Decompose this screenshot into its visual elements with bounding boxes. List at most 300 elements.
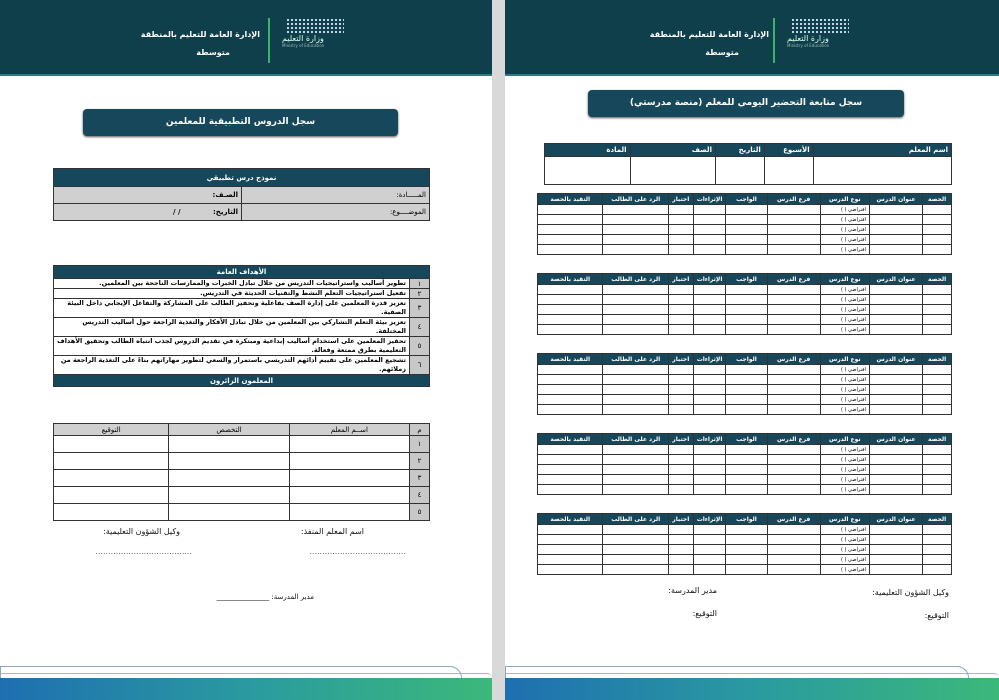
lesson-cell[interactable] [668, 395, 693, 405]
lesson-cell[interactable] [538, 365, 603, 375]
lesson-cell[interactable] [923, 295, 952, 305]
row-number: ١ [410, 436, 430, 453]
info-cell[interactable] [715, 157, 764, 185]
lesson-cell[interactable] [767, 305, 820, 315]
info-col-header: الأسبوع [764, 144, 813, 157]
lesson-cell[interactable] [869, 225, 922, 235]
lesson-cell[interactable] [603, 365, 668, 375]
lesson-cell[interactable] [603, 315, 668, 325]
lesson-cell[interactable] [668, 235, 693, 245]
specialty-cell[interactable] [169, 436, 289, 453]
lesson-cell[interactable] [538, 225, 603, 235]
lesson-cell[interactable] [538, 485, 603, 495]
lesson-cell[interactable] [693, 395, 726, 405]
lesson-cell[interactable] [923, 525, 952, 535]
lesson-cell[interactable] [869, 405, 922, 415]
lesson-cell[interactable] [693, 215, 726, 225]
lesson-cell[interactable] [767, 485, 820, 495]
lesson-cell[interactable] [767, 215, 820, 225]
lesson-cell[interactable] [767, 545, 820, 555]
lesson-cell[interactable] [869, 305, 922, 315]
lesson-cell[interactable] [538, 315, 603, 325]
block-col-header: الرد على الطالب [603, 194, 668, 205]
lesson-cell[interactable] [726, 245, 767, 255]
lesson-type-cell[interactable]: افتراضي ( ) [820, 365, 869, 375]
lesson-cell[interactable] [869, 475, 922, 485]
lesson-cell[interactable] [923, 245, 952, 255]
lesson-cell[interactable] [693, 375, 726, 385]
lesson-cell[interactable] [923, 375, 952, 385]
lesson-cell[interactable] [767, 405, 820, 415]
visitor-row [54, 436, 430, 453]
lesson-cell[interactable] [668, 535, 693, 545]
lesson-cell[interactable] [603, 235, 668, 245]
lesson-cell[interactable] [668, 465, 693, 475]
lesson-cell[interactable] [726, 535, 767, 545]
lesson-cell[interactable] [603, 325, 668, 335]
lesson-cell[interactable] [767, 375, 820, 385]
lesson-cell[interactable] [668, 225, 693, 235]
row-number: ٥ [410, 504, 430, 521]
info-cell[interactable] [813, 157, 951, 185]
block-col-header: اختبار [668, 194, 693, 205]
lesson-cell[interactable] [726, 545, 767, 555]
lesson-cell[interactable] [668, 565, 693, 575]
visitors-table [53, 423, 430, 521]
lesson-type-cell[interactable]: افتراضي ( ) [820, 315, 869, 325]
lesson-cell[interactable] [603, 215, 668, 225]
lesson-cell[interactable] [603, 555, 668, 565]
lesson-cell[interactable] [923, 385, 952, 395]
lesson-cell[interactable] [923, 545, 952, 555]
lesson-cell[interactable] [726, 205, 767, 215]
lesson-cell[interactable] [538, 555, 603, 565]
signature-cell[interactable] [54, 487, 169, 504]
specialty-cell[interactable] [169, 453, 289, 470]
lesson-cell[interactable] [923, 235, 952, 245]
lesson-cell[interactable] [693, 455, 726, 465]
lesson-cell[interactable] [767, 225, 820, 235]
lesson-row [538, 555, 952, 565]
lesson-cell[interactable] [668, 305, 693, 315]
lesson-cell[interactable] [767, 205, 820, 215]
lesson-cell[interactable] [869, 565, 922, 575]
lesson-cell[interactable] [869, 315, 922, 325]
lesson-type-cell[interactable]: افتراضي ( ) [820, 225, 869, 235]
lesson-cell[interactable] [693, 565, 726, 575]
block-col-header: الرد على الطالب [603, 434, 668, 445]
lesson-cell[interactable] [869, 455, 922, 465]
goal-number: ٥ [410, 337, 430, 356]
lesson-cell[interactable] [693, 235, 726, 245]
lesson-cell[interactable] [693, 385, 726, 395]
lesson-cell[interactable] [869, 445, 922, 455]
lesson-cell[interactable] [726, 315, 767, 325]
lesson-cell[interactable] [869, 485, 922, 495]
page-title: سجل الدروس التطبيقية للمعلمين [83, 109, 398, 136]
lesson-row [538, 225, 952, 235]
lesson-cell[interactable] [538, 405, 603, 415]
lesson-cell[interactable] [693, 485, 726, 495]
lesson-type-cell[interactable]: افتراضي ( ) [820, 205, 869, 215]
lesson-cell[interactable] [538, 305, 603, 315]
info-cell[interactable] [764, 157, 813, 185]
lesson-cell[interactable] [668, 385, 693, 395]
lesson-cell[interactable] [538, 565, 603, 575]
lesson-cell[interactable] [767, 295, 820, 305]
lesson-cell[interactable] [538, 295, 603, 305]
col-header: اســم المعلم [289, 424, 409, 436]
lesson-cell[interactable] [726, 565, 767, 575]
lesson-cell[interactable] [923, 325, 952, 335]
lesson-cell[interactable] [923, 565, 952, 575]
lesson-type-cell[interactable]: افتراضي ( ) [820, 245, 869, 255]
lesson-cell[interactable] [668, 325, 693, 335]
lesson-cell[interactable] [726, 235, 767, 245]
lesson-type-cell[interactable]: افتراضي ( ) [820, 455, 869, 465]
lesson-cell[interactable] [923, 285, 952, 295]
lesson-cell[interactable] [767, 325, 820, 335]
lesson-cell[interactable] [693, 315, 726, 325]
lesson-cell[interactable] [923, 395, 952, 405]
counselor-signature-label: وكيل الشؤون التعليمية: [103, 527, 180, 536]
lesson-cell[interactable] [869, 245, 922, 255]
lesson-type-cell[interactable]: افتراضي ( ) [820, 475, 869, 485]
date-value: / / [172, 208, 181, 216]
lesson-cell[interactable] [538, 385, 603, 395]
lesson-cell[interactable] [726, 305, 767, 315]
lesson-cell[interactable] [923, 405, 952, 415]
lesson-cell[interactable] [726, 405, 767, 415]
lesson-cell[interactable] [923, 555, 952, 565]
lesson-cell[interactable] [767, 285, 820, 295]
lesson-row [538, 465, 952, 475]
lesson-cell[interactable] [603, 385, 668, 395]
block-col-header: فرع الدرس [767, 514, 820, 525]
lesson-cell[interactable] [726, 365, 767, 375]
lesson-cell[interactable] [693, 305, 726, 315]
divider [268, 18, 270, 63]
specialty-cell[interactable] [169, 470, 289, 487]
block-col-header: التقيد بالحصة [538, 354, 603, 365]
lesson-cell[interactable] [767, 365, 820, 375]
lesson-type-cell[interactable]: افتراضي ( ) [820, 465, 869, 475]
lesson-cell[interactable] [538, 525, 603, 535]
lesson-cell[interactable] [538, 535, 603, 545]
block-col-header: التقيد بالحصة [538, 274, 603, 285]
lesson-cell[interactable] [693, 225, 726, 235]
lesson-cell[interactable] [923, 215, 952, 225]
lesson-cell[interactable] [693, 285, 726, 295]
lesson-cell[interactable] [668, 485, 693, 495]
lesson-type-cell[interactable]: افتراضي ( ) [820, 285, 869, 295]
lesson-cell[interactable] [603, 535, 668, 545]
signature-cell[interactable] [54, 436, 169, 453]
lesson-cell[interactable] [923, 475, 952, 485]
lesson-type-cell[interactable]: افتراضي ( ) [820, 555, 869, 565]
lesson-cell[interactable] [767, 235, 820, 245]
lesson-cell[interactable] [668, 245, 693, 255]
lesson-cell[interactable] [603, 285, 668, 295]
lesson-cell[interactable] [869, 375, 922, 385]
lesson-cell[interactable] [767, 465, 820, 475]
lesson-cell[interactable] [668, 405, 693, 415]
lesson-cell[interactable] [726, 465, 767, 475]
lesson-cell[interactable] [603, 475, 668, 485]
lesson-cell[interactable] [693, 465, 726, 475]
lesson-cell[interactable] [603, 245, 668, 255]
lesson-type-cell[interactable]: افتراضي ( ) [820, 215, 869, 225]
lesson-type-cell[interactable]: افتراضي ( ) [820, 525, 869, 535]
lesson-cell[interactable] [693, 535, 726, 545]
lesson-cell[interactable] [726, 325, 767, 335]
info-col-header: اسم المعلم [813, 144, 951, 157]
lesson-cell[interactable] [869, 235, 922, 245]
lesson-cell[interactable] [767, 445, 820, 455]
lesson-row [538, 285, 952, 295]
lesson-cell[interactable] [603, 485, 668, 495]
lesson-cell[interactable] [869, 215, 922, 225]
lesson-cell[interactable] [603, 525, 668, 535]
signature-cell[interactable] [54, 453, 169, 470]
lesson-cell[interactable] [869, 465, 922, 475]
lesson-block-table [537, 353, 952, 415]
lesson-cell[interactable] [668, 215, 693, 225]
ministry-logo: وزارة التعليم Ministry of Education [787, 18, 849, 48]
lesson-type-cell[interactable]: افتراضي ( ) [820, 295, 869, 305]
lesson-cell[interactable] [538, 325, 603, 335]
block-col-header: الواجب [726, 354, 767, 365]
lesson-cell[interactable] [538, 285, 603, 295]
lesson-type-cell[interactable]: افتراضي ( ) [820, 235, 869, 245]
lesson-cell[interactable] [767, 385, 820, 395]
specialty-cell[interactable] [169, 504, 289, 521]
lesson-cell[interactable] [869, 395, 922, 405]
lesson-cell[interactable] [668, 445, 693, 455]
lesson-cell[interactable] [603, 225, 668, 235]
lesson-cell[interactable] [693, 445, 726, 455]
goal-text: تحفيز المعلمين على استخدام أساليب إبداعية ومبتكرة في تقديم الدروس لجذب انتباه الطالب وتحقيق الأهداف التعليمية بطرق ممتعة وفعالة. [54, 337, 410, 356]
lesson-type-cell[interactable]: افتراضي ( ) [820, 405, 869, 415]
lesson-cell[interactable] [538, 215, 603, 225]
lesson-cell[interactable] [726, 485, 767, 495]
lesson-cell[interactable] [693, 555, 726, 565]
lesson-cell[interactable] [668, 315, 693, 325]
lesson-cell[interactable] [767, 315, 820, 325]
lesson-cell[interactable] [923, 315, 952, 325]
lesson-cell[interactable] [869, 205, 922, 215]
page-header [505, 0, 999, 76]
principal-label: مدير المدرسة: [668, 586, 717, 595]
lesson-cell[interactable] [767, 245, 820, 255]
lesson-cell[interactable] [923, 365, 952, 375]
lesson-cell[interactable] [538, 245, 603, 255]
lesson-cell[interactable] [923, 305, 952, 315]
lesson-row [538, 205, 952, 215]
lesson-cell[interactable] [767, 455, 820, 465]
lesson-cell[interactable] [668, 375, 693, 385]
lesson-cell[interactable] [923, 535, 952, 545]
block-col-header: نوع الدرس [820, 354, 869, 365]
lesson-type-cell[interactable]: افتراضي ( ) [820, 395, 869, 405]
lesson-cell[interactable] [693, 245, 726, 255]
lesson-cell[interactable] [869, 525, 922, 535]
lesson-cell[interactable] [869, 325, 922, 335]
lesson-cell[interactable] [869, 545, 922, 555]
lesson-type-cell[interactable]: افتراضي ( ) [820, 535, 869, 545]
lesson-cell[interactable] [603, 405, 668, 415]
lesson-cell[interactable] [869, 285, 922, 295]
lesson-cell[interactable] [869, 535, 922, 545]
block-col-header: نوع الدرس [820, 434, 869, 445]
lesson-cell[interactable] [726, 455, 767, 465]
block-col-header: الحصة [923, 274, 952, 285]
lesson-type-cell[interactable]: افتراضي ( ) [820, 565, 869, 575]
visitor-row [54, 504, 430, 521]
teacher-name-cell[interactable] [289, 487, 409, 504]
lesson-cell[interactable] [603, 295, 668, 305]
teacher-name-cell[interactable] [289, 453, 409, 470]
block-col-header: عنوان الدرس [869, 434, 922, 445]
block-col-header: الإثراءات [693, 194, 726, 205]
lesson-cell[interactable] [603, 465, 668, 475]
lesson-cell[interactable] [869, 385, 922, 395]
info-col-header: الصف [630, 144, 715, 157]
info-cell[interactable] [545, 157, 631, 185]
block-col-header: الحصة [923, 514, 952, 525]
lesson-cell[interactable] [538, 465, 603, 475]
goal-text: تعزيز قدرة المعلمين على إدارة الصف بفاعلية وتحفيز الطالب على المشاركة والتفاعل الإيجابي داخل البيئة الصفية. [54, 299, 410, 318]
signature-cell[interactable] [54, 504, 169, 521]
lesson-cell[interactable] [726, 225, 767, 235]
lesson-cell[interactable] [923, 455, 952, 465]
lesson-cell[interactable] [693, 365, 726, 375]
signature-cell[interactable] [54, 470, 169, 487]
lesson-cell[interactable] [726, 385, 767, 395]
lesson-cell[interactable] [767, 475, 820, 485]
lesson-cell[interactable] [693, 325, 726, 335]
lesson-cell[interactable] [668, 555, 693, 565]
lesson-cell[interactable] [538, 375, 603, 385]
lesson-cell[interactable] [538, 455, 603, 465]
lesson-row [538, 245, 952, 255]
lesson-cell[interactable] [726, 295, 767, 305]
goals-table [53, 265, 430, 387]
lesson-cell[interactable] [668, 455, 693, 465]
lesson-cell[interactable] [538, 235, 603, 245]
lesson-type-cell[interactable]: افتراضي ( ) [820, 305, 869, 315]
lesson-cell[interactable] [668, 365, 693, 375]
lesson-cell[interactable] [668, 295, 693, 305]
lesson-cell[interactable] [668, 475, 693, 485]
lesson-cell[interactable] [693, 295, 726, 305]
goal-row [54, 299, 430, 318]
lesson-type-cell[interactable]: افتراضي ( ) [820, 445, 869, 455]
lesson-cell[interactable] [869, 555, 922, 565]
info-cell[interactable] [630, 157, 715, 185]
teacher-name-cell[interactable] [289, 436, 409, 453]
lesson-cell[interactable] [767, 555, 820, 565]
goal-number: ٤ [410, 318, 430, 337]
counselor-sign-label: التوقيع: [924, 611, 949, 620]
lesson-cell[interactable] [923, 205, 952, 215]
lesson-type-cell[interactable]: افتراضي ( ) [820, 545, 869, 555]
lesson-cell[interactable] [668, 545, 693, 555]
lesson-cell[interactable] [726, 285, 767, 295]
lesson-cell[interactable] [538, 445, 603, 455]
lesson-cell[interactable] [726, 215, 767, 225]
page-applied-lessons [0, 0, 492, 700]
lesson-cell[interactable] [668, 525, 693, 535]
lesson-cell[interactable] [869, 295, 922, 305]
lesson-cell[interactable] [693, 545, 726, 555]
lesson-cell[interactable] [668, 205, 693, 215]
lesson-cell[interactable] [726, 395, 767, 405]
org-name: الإدارة العامة للتعليم بالمنطقة متوسطة [140, 30, 260, 57]
lesson-cell[interactable] [923, 465, 952, 475]
lesson-cell[interactable] [923, 225, 952, 235]
lesson-cell[interactable] [767, 525, 820, 535]
counselor-label: وكيل الشؤون التعليمية: [872, 588, 949, 597]
lesson-cell[interactable] [726, 475, 767, 485]
teacher-signature-label: اسم المعلم المنفذ: [300, 527, 364, 536]
goal-number: ٣ [410, 299, 430, 318]
lesson-type-cell[interactable]: افتراضي ( ) [820, 485, 869, 495]
lesson-cell[interactable] [726, 445, 767, 455]
teacher-name-cell[interactable] [289, 504, 409, 521]
lesson-cell[interactable] [726, 375, 767, 385]
lesson-cell[interactable] [603, 455, 668, 465]
lesson-cell[interactable] [767, 395, 820, 405]
lesson-cell[interactable] [668, 285, 693, 295]
lesson-type-cell[interactable]: افتراضي ( ) [820, 385, 869, 395]
block-col-header: اختبار [668, 434, 693, 445]
lesson-type-cell[interactable]: افتراضي ( ) [820, 325, 869, 335]
lesson-cell[interactable] [693, 525, 726, 535]
lesson-cell[interactable] [923, 445, 952, 455]
lesson-cell[interactable] [538, 545, 603, 555]
lesson-cell[interactable] [603, 565, 668, 575]
lesson-row [538, 395, 952, 405]
lesson-cell[interactable] [726, 525, 767, 535]
lesson-cell[interactable] [603, 545, 668, 555]
lesson-cell[interactable] [603, 445, 668, 455]
lesson-cell[interactable] [693, 405, 726, 415]
block-col-header: فرع الدرس [767, 434, 820, 445]
lesson-cell[interactable] [603, 395, 668, 405]
visitor-row [54, 487, 430, 504]
lesson-cell[interactable] [603, 305, 668, 315]
lesson-cell[interactable] [693, 475, 726, 485]
lesson-cell[interactable] [603, 375, 668, 385]
lesson-cell[interactable] [538, 395, 603, 405]
lesson-cell[interactable] [693, 205, 726, 215]
lesson-type-cell[interactable]: افتراضي ( ) [820, 375, 869, 385]
block-col-header: الرد على الطالب [603, 274, 668, 285]
lesson-cell[interactable] [767, 535, 820, 545]
lesson-cell[interactable] [538, 205, 603, 215]
lesson-cell[interactable] [869, 365, 922, 375]
lesson-cell[interactable] [726, 555, 767, 565]
lesson-cell[interactable] [923, 485, 952, 495]
lesson-cell[interactable] [603, 205, 668, 215]
specialty-cell[interactable] [169, 487, 289, 504]
lesson-cell[interactable] [538, 475, 603, 485]
lesson-cell[interactable] [767, 565, 820, 575]
block-col-header: التقيد بالحصة [538, 194, 603, 205]
teacher-name-cell[interactable] [289, 470, 409, 487]
block-col-header: نوع الدرس [820, 514, 869, 525]
